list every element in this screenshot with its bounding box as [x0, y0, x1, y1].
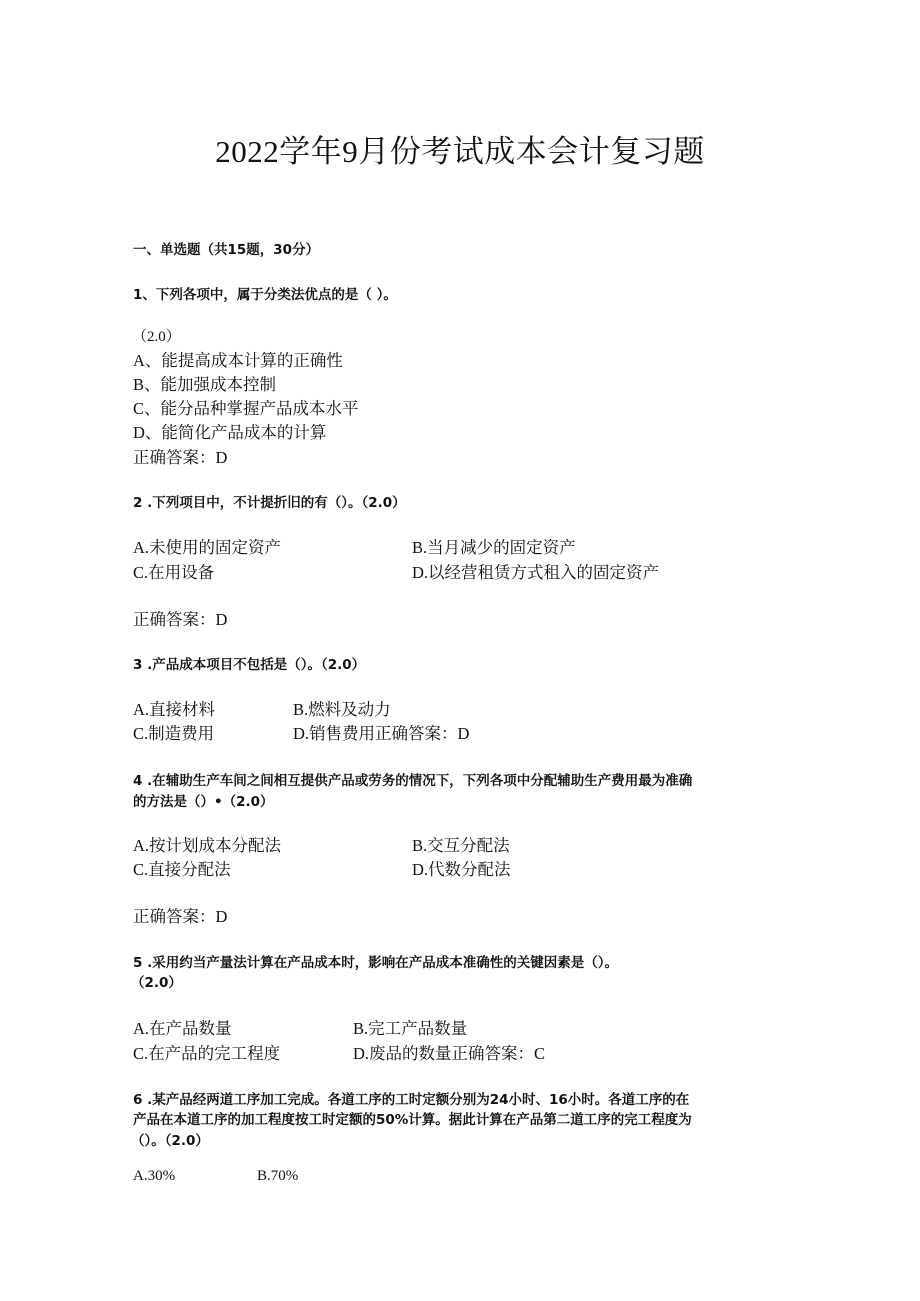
- answer: 正确答案：D: [133, 448, 228, 467]
- option-c: C.直接分配法: [133, 860, 231, 879]
- option-d: D.代数分配法: [412, 860, 511, 879]
- option-d: D、能简化产品成本的计算: [133, 423, 327, 442]
- option-a: A.30%: [133, 1168, 176, 1184]
- section-header: 一、单选题（共15题，30分）: [133, 242, 320, 258]
- question-stem: 3 .产品成本项目不包括是（）。（2.0）: [133, 657, 366, 673]
- option-d: D.销售费用正确答案：D: [293, 724, 470, 743]
- option-d: D.废品的数量正确答案：C: [353, 1044, 546, 1063]
- question-stem: 2 .下列项目中，不计提折旧的有（）。（2.0）: [133, 495, 406, 511]
- question-stem: 1、下列各项中，属于分类法优点的是（ ）。: [133, 287, 397, 303]
- answer: 正确答案：D: [133, 907, 228, 926]
- question-stem-line-2: 的方法是（）•（2.0）: [133, 794, 274, 810]
- option-d: D.以经营租赁方式租入的固定资产: [412, 563, 660, 582]
- page-title: 2022学年9月份考试成本会计复习题: [215, 134, 705, 169]
- option-a: A.在产品数量: [133, 1019, 232, 1038]
- question-stem-line-1: 4 .在辅助生产车间之间相互提供产品或劳务的情况下，下列各项中分配辅助生产费用最为准确: [133, 773, 693, 789]
- question-stem-line-1: 5 .采用约当产量法计算在产品成本时，影响在产品成本准确性的关键因素是（）。: [133, 955, 618, 971]
- option-b: B.当月减少的固定资产: [412, 538, 576, 557]
- option-a: A.按计划成本分配法: [133, 836, 282, 855]
- option-b: B.70%: [257, 1168, 299, 1184]
- option-c: C.制造费用: [133, 724, 215, 743]
- option-b: B.燃料及动力: [293, 700, 391, 719]
- answer: 正确答案：D: [133, 610, 228, 629]
- question-stem-line-1: 6 .某产品经两道工序加工完成。各道工序的工时定额分别为24小时、16小时。各道工序的在: [133, 1092, 690, 1108]
- question-score: （2.0）: [132, 329, 181, 345]
- question-stem-line-2: （2.0）: [131, 975, 182, 991]
- option-b: B.交互分配法: [412, 836, 510, 855]
- option-a: A、能提高成本计算的正确性: [133, 351, 343, 370]
- option-a: A.未使用的固定资产: [133, 538, 282, 557]
- option-c: C.在产品的完工程度: [133, 1044, 281, 1063]
- question-stem-line-3: （）。（2.0）: [131, 1133, 209, 1149]
- option-c: C.在用设备: [133, 563, 215, 582]
- option-c: C、能分品种掌握产品成本水平: [133, 399, 359, 418]
- option-a: A.直接材料: [133, 700, 216, 719]
- option-b: B、能加强成本控制: [133, 375, 277, 394]
- option-b: B.完工产品数量: [353, 1019, 468, 1038]
- question-stem-line-2: 产品在本道工序的加工程度按工时定额的50%计算。据此计算在产品第二道工序的完工程度为: [133, 1112, 692, 1128]
